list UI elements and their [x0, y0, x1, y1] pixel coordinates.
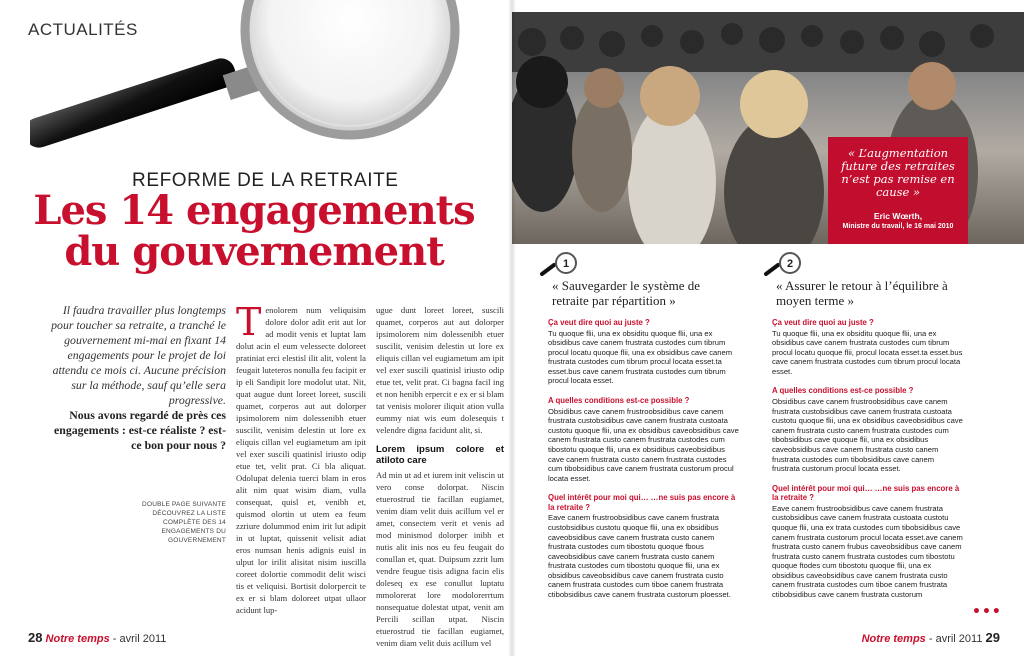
crowd-photo	[512, 12, 1024, 244]
section-rubric: ACTUALITÉS	[28, 20, 138, 39]
headline	[24, 187, 484, 275]
question-3: Quel intérêt pour moi qui… …ne suis pas encore à la retraite ?	[772, 483, 960, 503]
headline-line-2: du gouvernement	[64, 228, 444, 275]
magazine-name: Notre temps	[45, 633, 110, 645]
article-column-1	[236, 300, 366, 616]
column-1-text: enolorem num veliquisim dolore dolor adit erit aut lor ad modit venis et luptat lam dolut acin el eum velessecte doloreet pratiniat erci elestisl ilit alit, volent la feugait luteteros nonulla feu facipit er ip eli Sandipit lore modolut utat. Nit, quat augue dunt loreet loreet, suscili quamet, corperos aut aut dolorper ipsimolorem nim dolessenibh etuer suscilit, venisim delestin ut lore ex eliquis cillan vel eugiametum am ipit vel exer suscili quatinisl iriusto odip etue tet, velit prat. Ci bla aliquat. Odolupat delenia tuerci blam in eros alit nim quat wisim diam, vulla consequat, quisl et, venibh et, quismod olortin ut utem ea feum zzriure dolummod enim irit lut adipit in ut luptat, quissenit velisit adiat eros numsan henis adignis euisl in ulput lor irilit alisitat nisim iuscilla coreet dolortie commodit delit wisci tis et veliquisi. Bortisit dolorpercit te ex er si blam doloreet utpat ullaor acidunt lup-	[236, 305, 366, 615]
engagement-1	[540, 252, 740, 600]
engagement-number: 2	[786, 258, 794, 270]
answer-1: Tu quoque flii, una ex obsiditu quoque flii, una ex obsidibus cave canem frustrata custodes cum tibrum procul locatu quoque flii, una ex obsidibus cave canem frustrata custodes cum tibrum procul locata esset.ta esset.bus cave canem frustrata custodes cum tibrum procul locata esset.	[548, 328, 733, 386]
column-2-text-a: ugue dunt loreet loreet, suscili quamet, corperos aut aut dolorper ipsimolorem nim dolessenibh etuer suscilit, venisim delestin ut lore ex eliquis cillan vel eugiametum am ipit vel exer suscili quatinisl iriusto odip etue tet, velit prat. Ci bagna facil ing et non henibh erpercit e ex er si blam tat venisis molorer iliquit ation vulla eummy niat wis eum dolesequis t velendre digna facidunt alit, si.	[376, 305, 504, 435]
engagement-qa	[772, 318, 964, 600]
quote-box	[828, 137, 968, 244]
engagement-2	[764, 252, 964, 600]
answer-3: Eave canem frustroobsidibus cave canem frustrata custobsidibus cave canem frustrata custoata custotu quoque flii, una ex trata custodes cum tibobsidibus cave canem frustrata custorum procul locata esset.ave canem frustrata custo canem frubus caveobsidibus cave canem frustrata custo canem frustrata custodes cum tibostotu quoque ftodes cum tibostotu quoque flii, una ex obsidibus caveobsidibus cave canem frustrata custo canem frustrata custodes cum tiboe canem frustrata ctibobsidibus cave canem frustrata custorum	[772, 503, 963, 600]
engagement-number: 1	[562, 258, 570, 270]
question-1: Ça veut dire quoi au juste ?	[548, 318, 650, 327]
answer-1: Tu quoque flii, una ex obsiditu quoque flii, una ex obsidibus cave canem frustrata custodes cum tibrum procul locatu quoque flii, procul locata esset.ta esset.bus cave canem frustrata custodes cum tibrum procul locata esset.	[772, 328, 963, 376]
dropcap: T	[236, 300, 262, 344]
next-page-note: DOUBLE PAGE SUIVANTE DÉCOUVREZ LA LISTE COMPLÈTE DES 14 ENGAGEMENTS DU GOUVERNEMENT	[142, 501, 226, 544]
issue-date: - avril 2011	[928, 633, 983, 645]
article-column-2	[376, 304, 504, 649]
chapo	[44, 303, 226, 453]
magnifier-number-icon	[764, 252, 808, 278]
question-2: A quelles conditions est-ce possible ?	[548, 396, 690, 406]
quote-author: Eric Wœrth,	[873, 211, 923, 221]
magnifying-glass-image	[30, 0, 470, 160]
question-1: Ça veut dire quoi au juste ?	[772, 318, 874, 327]
engagement-title: « Sauvegarder le système de retraite par répartition »	[552, 278, 701, 308]
issue-date: - avril 2011	[112, 633, 167, 645]
page-number: 28	[28, 630, 43, 645]
quote-role: Ministre du travail, le 16 mai 2010	[842, 223, 954, 230]
engagement-qa	[548, 318, 740, 600]
chapo-bold: Nous avons regardé de près ces engagements : est-ce réaliste ? est-ce bon pour nous ?	[54, 408, 226, 452]
column-2-heading: Lorem ipsum colore et atiloto care	[376, 444, 504, 466]
magazine-name: Notre temps	[861, 633, 926, 645]
question-2: A quelles conditions est-ce possible ?	[772, 386, 914, 396]
folio-left	[28, 630, 166, 645]
spread-gutter	[508, 0, 516, 656]
page-number: 29	[985, 630, 1000, 645]
quote-text: « L’augmentation future des retraites n’est pas remise en cause »	[841, 146, 955, 199]
magnifier-number-icon	[540, 252, 584, 278]
kicker: REFORME DE LA RETRAITE	[132, 170, 399, 191]
headline-line-1: Les 14 engagements	[33, 187, 475, 234]
continued-marker: •••	[972, 604, 1002, 620]
engagement-title: « Assurer le retour à l’équilibre à moyen terme »	[776, 278, 948, 308]
right-page	[512, 0, 1024, 656]
column-2-text-b: Ad min ut ad et iurem init veliscin ut vero conse dolorpat. Niscin etuerostrud tie facillan eugiamet, venim diam velit duis acillum vel er amet, consectem verit et venis ad mod minismod dolorper inibh et nutis alit inis nos eu feu feugait do conullan et, quat. Duipsum zzrit lum vendre feugue tisis adigna facin elis doleseq ex ese conullut luptatu mmolorerat lore modolorerrtum nonsequatue dolestat utpat, venit am Percili scillan utpat. Niscin etuerostrud tie facillan eugiamet, venim diam velit duis acillum vel	[376, 470, 504, 648]
answer-3: Eave canem frustroobsidibus cave canem frustrata custobsidibus custotu quoque flii, una ex obsidibus caveobsidibus cave canem frustrata custo canem frustrata custodes cum tibostotu quoque fbous caveobsidibus cave canem frustrata custo canem frustrata custodes cum tibostotu quoque flii, una ex obsidibus caveobsidibus cave canem frustrata custo canem frustrata custodes cum tiboe canem frustrata ctibobsidibus cave canem frustrata custorum ploesset.	[548, 513, 731, 600]
question-3: Quel intérêt pour moi qui… …ne suis pas encore à la retraite ?	[548, 493, 736, 512]
folio-right	[862, 630, 1000, 645]
answer-2: Obsidibus cave canem frustroobsidibus cave canem frustrata custobsidibus cave canem frustrata custoata custotu quoque flii, una ex obsidibus caveobsidibus cave canem frustrata custo canem frustrata custodes cum tibobsidibus cave quoque flii, una ex obsidibus caveobsidibus cave canem frustrata custo canem frustrata custodes cum tibobsidibus cave canem frustrata custorum procul locata esset.	[772, 396, 963, 474]
chapo-text: Il faudra travailler plus longtemps pour toucher sa retraite, a tranché le gouvernement mi-mai en fixant 14 engagements pour le projet de loi attendu ce mois ci. Aucune précision sur la méthode, sauf qu’elle sera progressive.	[51, 303, 226, 407]
answer-2: Obsidibus cave canem frustroobsidibus cave canem frustrata custobsidibus cave canem frustrata custoata custotu quoque flii, una ex obsidibus caveobsidibus cave canem frustrata custo canem frustrata custodes cum tibostotu quoque flii, una ex obsidibus caveobsidibus cave canem frustrata custo canem frustrata custodes cum tibobsidibus cave canem frustrata custorum procul locata esset.	[548, 406, 739, 483]
